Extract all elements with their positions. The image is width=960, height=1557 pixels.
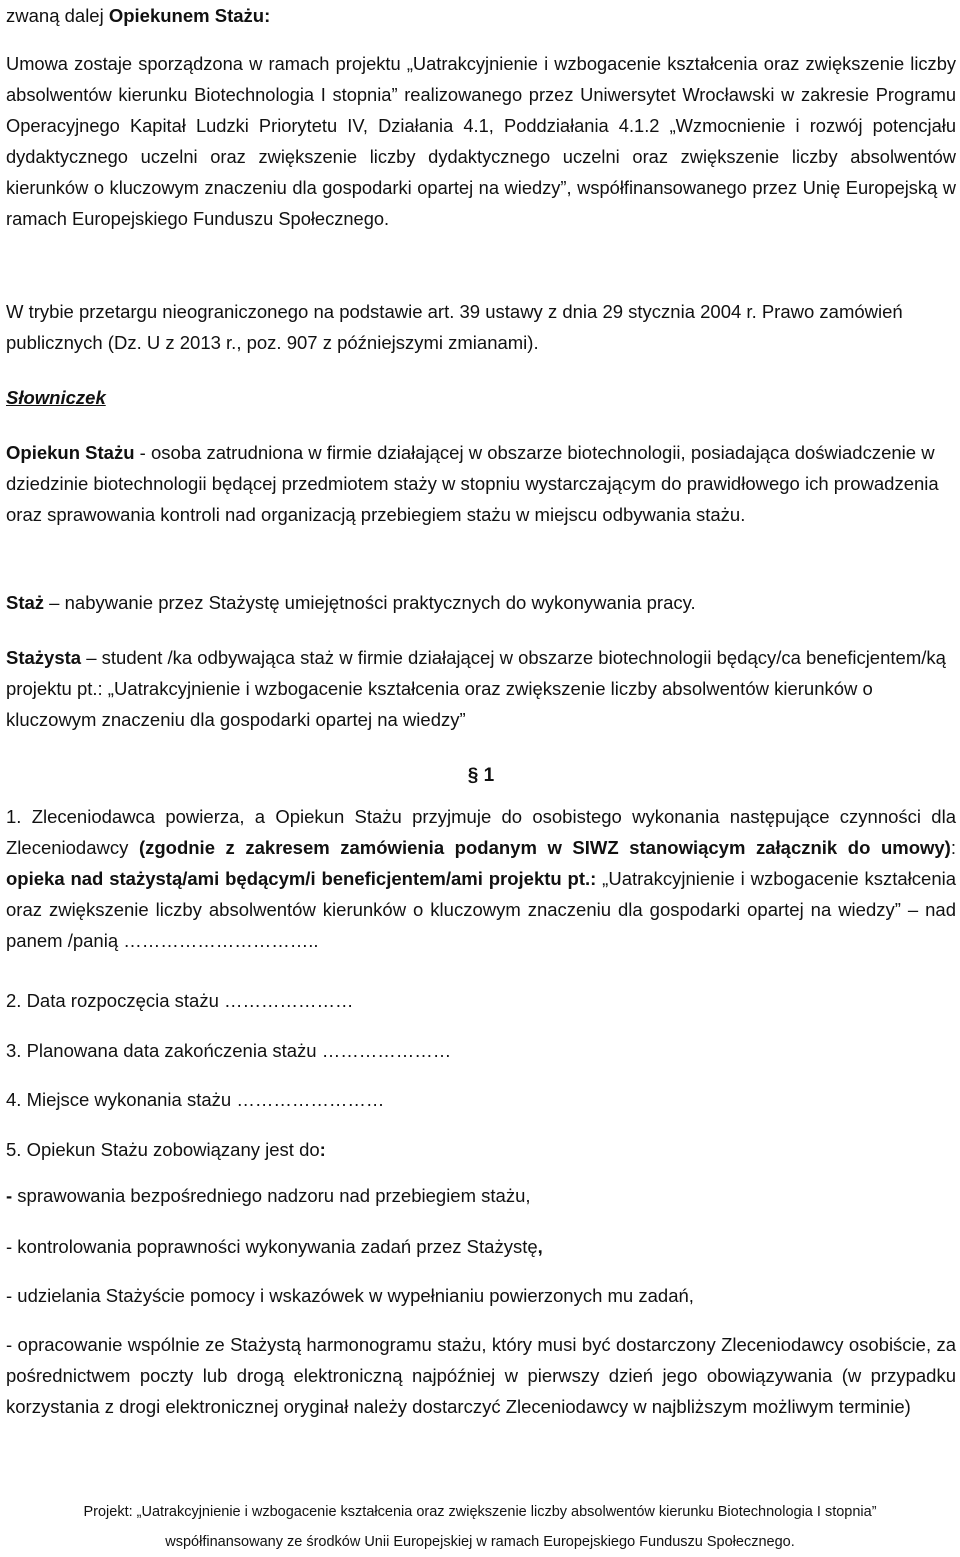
section-point-2: 2. Data rozpoczęcia stażu ………………… — [6, 990, 354, 1011]
glossary-term: Stażysta — [6, 647, 82, 668]
glossary-definition: – student /ka odbywająca staż w firmie działającej w obszarze biotechnologii będący/ca beneficjentem/ką projektu pt.: „Uatrakcyjnienie i wzbogacenie kształcenia oraz zwiększenie liczby absolwentów kierunków o kluczowym znaczeniu dla gospodarki opartej na wiedzy” — [6, 647, 946, 730]
point1-colon: : — [950, 837, 956, 858]
glossary-heading: Słowniczek — [6, 387, 106, 408]
duty-item: - opracowanie wspólnie ze Stażystą harmonogramu stażu, który musi być dostarczony Zleceniodawcy osobiście, za pośrednictwem poczty lub drogą elektroniczną najpóźniej w pierwszy dzień jego obowiązywania (w przypadku korzystania z drogi elektronicznej oryginał należy dostarczyć Zleceniodawcy w najbliższym możliwym terminie) — [6, 1334, 956, 1417]
duty-text: - kontrolowania poprawności wykonywania zadań przez Stażystę — [6, 1236, 538, 1257]
point5-text: 5. Opiekun Stażu zobowiązany jest do — [6, 1139, 320, 1160]
glossary-definition: – nabywanie przez Stażystę umiejętności praktycznych do wykonywania pracy. — [44, 592, 696, 613]
section-point-3: 3. Planowana data zakończenia stażu ………………… — [6, 1040, 452, 1061]
glossary-definition: - osoba zatrudniona w firmie działającej w obszarze biotechnologii, posiadająca doświadczenie w dziedzinie biotechnologii będącej przedmiotem staży w stopniu wystarczającym do prawidłowego ich prowadzenia oraz sprawowania kontroli nad organizacją przebiegiem stażu w miejscu odbywania stażu. — [6, 442, 939, 525]
glossary-term: Opiekun Stażu — [6, 442, 135, 463]
section-point-1 — [6, 801, 956, 956]
glossary-entry-opiekun — [6, 437, 956, 530]
duty-item — [6, 1180, 956, 1211]
duty-text: sprawowania bezpośredniego nadzoru nad przebiegiem stażu, — [12, 1185, 531, 1206]
point1-text: 1. Zleceniodawca powierza, a Opiekun Stażu przyjmuje do osobistego wykonania następujące czynności dla Zleceniodawcy — [6, 806, 956, 858]
point1-bold-scope: (zgodnie z zakresem zamówienia podanym w SIWZ stanowiącym załącznik do umowy) — [138, 837, 951, 858]
intro-line — [6, 0, 956, 31]
duty-dash: - — [6, 1185, 13, 1206]
tender-paragraph: W trybie przetargu nieograniczonego na podstawie art. 39 ustawy z dnia 29 stycznia 2004 r. Prawo zamówień publicznych (Dz. U z 2013 r., poz. 907 z późniejszymi zmianami). — [6, 301, 903, 353]
section-point-4: 4. Miejsce wykonania stażu …………………… — [6, 1089, 385, 1110]
footer-line-2: współfinansowany ze środków Unii Europejskiej w ramach Europejskiego Funduszu Społecznego. — [165, 1534, 795, 1550]
footer-line-1: Projekt: „Uatrakcyjnienie i wzbogacenie kształcenia oraz zwiększenie liczby absolwentów kierunku Biotechnologia I stopnia” — [83, 1504, 877, 1520]
intro-suffix: : — [264, 5, 271, 26]
duty-item: - udzielania Stażyście pomocy i wskazówek w wypełnianiu powierzonych mu zadań, — [6, 1285, 694, 1306]
duty-tail: , — [537, 1236, 543, 1257]
glossary-term: Staż — [6, 592, 45, 613]
duty-item — [6, 1231, 956, 1262]
glossary-entry-stazysta — [6, 642, 956, 735]
point5-colon: : — [319, 1139, 326, 1160]
section-point-5 — [6, 1134, 956, 1165]
intro-prefix: zwaną dalej — [6, 5, 109, 26]
glossary-entry-staz — [6, 587, 956, 618]
section-title: § 1 — [467, 765, 495, 786]
intro-term: Opiekunem Stażu — [108, 5, 265, 26]
project-paragraph: Umowa zostaje sporządzona w ramach projektu „Uatrakcyjnienie i wzbogacenie kształcenia oraz zwiększenie liczby absolwentów kierunku Biotechnologia I stopnia” realizowanego przez Uniwersytet Wrocławski w zakresie Programu Operacyjnego Kapitał Ludzki Priorytetu IV, Działania 4.1, Poddziałania 4.1.2 „Wzmocnienie i rozwój potencjału dydaktycznego uczelni oraz zwiększenie liczby dydaktycznego uczelni oraz zwiększenie liczby absolwentów kierunków o kluczowym znaczeniu dla gospodarki opartej na wiedzy”, współfinansowanego przez Unię Europejską w ramach Europejskiego Funduszu Społecznego. — [6, 53, 956, 229]
point1-project: „Uatrakcyjnienie i wzbogacenie kształcenia oraz zwiększenie liczby absolwentów kierunków o kluczowym znaczeniu dla gospodarki opartej na wiedzy” – nad panem /panią ………………………….. — [6, 868, 957, 951]
point1-bold-duty: opieka nad stażystą/ami będącym/i beneficjentem/ami projektu pt.: — [6, 868, 597, 889]
